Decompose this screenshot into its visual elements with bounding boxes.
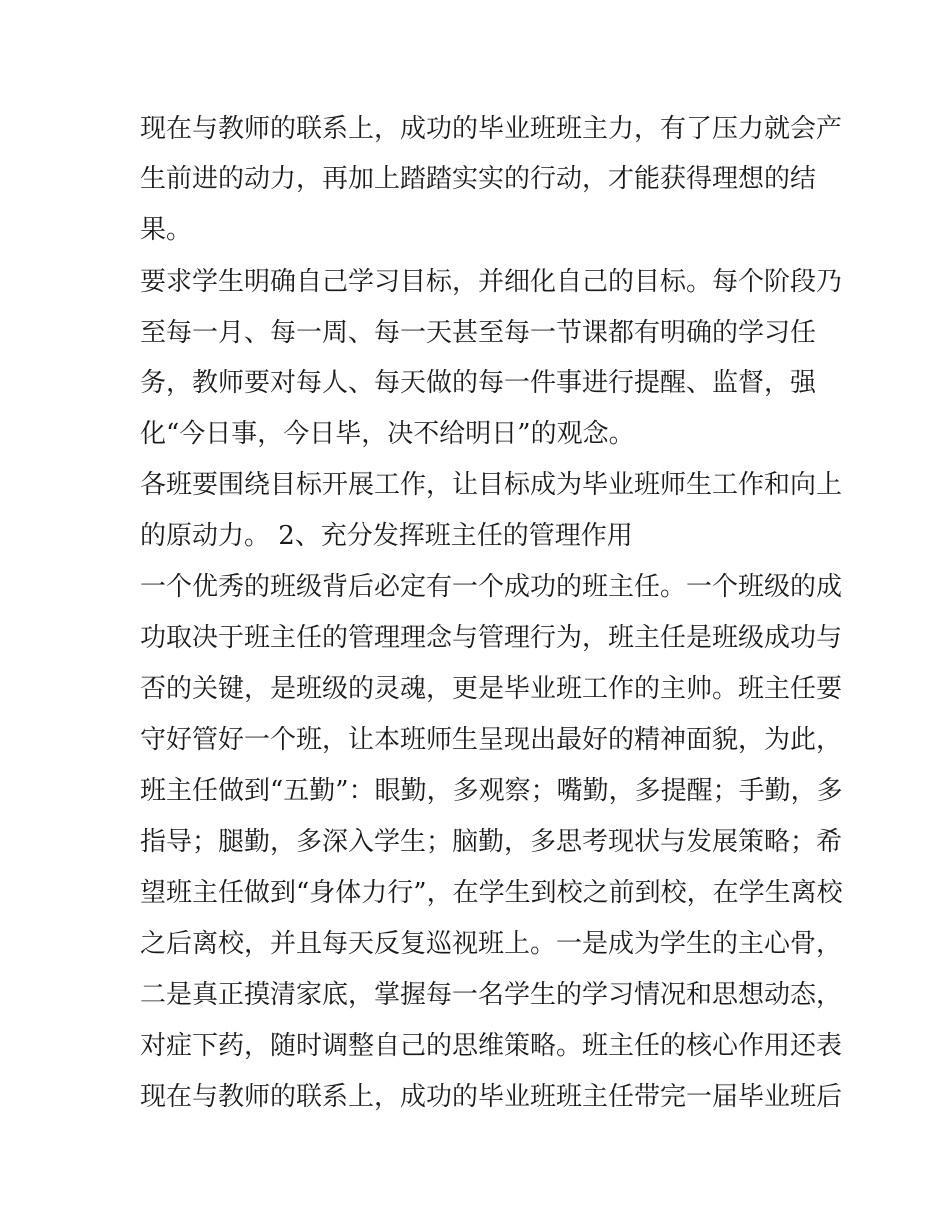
text-line: 现在与教师的联系上，成功的毕业班班主力，有了压力就会产	[140, 114, 843, 144]
text-line: 生前进的动力，再加上踏踏实实的行动，才能获得理想的结	[140, 164, 817, 194]
text-line: 班主任做到“五勤”：眼勤，多观察；嘴勤，多提醒；手勤，多	[140, 776, 843, 806]
text-line: 指导；腿勤，多深入学生；脑勤，多思考现状与发展策略；希	[140, 827, 843, 857]
text-line: 现在与教师的联系上，成功的毕业班班主任带完一届毕业班后	[140, 1082, 843, 1112]
text-line: 一个优秀的班级背后必定有一个成功的班主任。一个班级的成	[140, 572, 843, 602]
text-line: 至每一月、每一周、每一天甚至每一节课都有明确的学习任	[140, 318, 817, 348]
text-line: 对症下药，随时调整自己的思维策略。班主任的核心作用还表	[140, 1031, 843, 1061]
text-line: 守好管好一个班，让本班师生呈现出最好的精神面貌，为此，	[140, 725, 843, 755]
text-line: 要求学生明确自己学习目标，并细化自己的目标。每个阶段乃	[140, 267, 843, 297]
text-line: 二是真正摸清家底，掌握每一名学生的学习情况和思想动态，	[140, 980, 843, 1010]
text-line: 的原动力。 2、充分发挥班主任的管理作用	[140, 521, 633, 551]
text-line: 各班要围绕目标开展工作，让目标成为毕业班师生工作和向上	[140, 470, 843, 500]
text-line: 否的关键，是班级的灵魂，更是毕业班工作的主帅。班主任要	[140, 674, 843, 704]
text-line: 望班主任做到“身体力行”，在学生到校之前到校，在学生离校	[140, 878, 843, 908]
text-line: 果。	[140, 215, 193, 245]
text-line: 之后离校，并且每天反复巡视班上。一是成为学生的主心骨，	[140, 929, 843, 959]
text-line: 务，教师要对每人、每天做的每一件事进行提醒、监督，强	[140, 368, 817, 398]
text-line: 化“今日事，今日毕，决不给明日”的观念。	[140, 419, 635, 449]
text-line: 功取决于班主任的管理理念与管理行为，班主任是班级成功与	[140, 623, 843, 653]
